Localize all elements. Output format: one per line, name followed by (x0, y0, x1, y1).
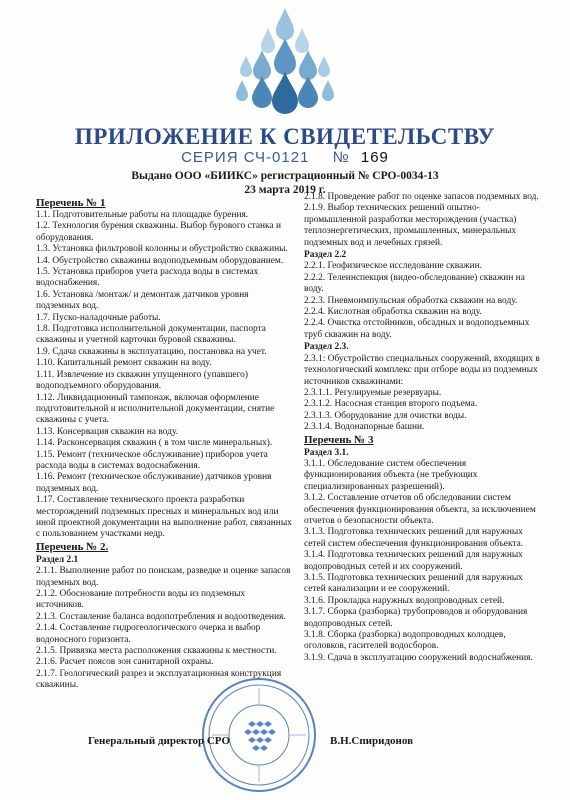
list-item: 3.1.4. Подготовка технических решений для наружных водопроводных сетей и их сооружений. (304, 550, 523, 572)
section-2-2-title: Раздел 2.2 (304, 250, 347, 261)
list-item: 3.1.3. Подготовка технических решений для наружных сетей систем обеспечения функционирования объекта. (304, 527, 524, 549)
list-item: 3.1.8. Сборка (разборка) водопроводных колодцев, оголовков, гасителей водосборов. (304, 630, 506, 652)
list-item: 3.1.9. Сдача в эксплуатацию сооружений водоснабжения. (304, 652, 533, 663)
list-item: 1.8. Подготовка исполнительной документации, паспорта скважины и учетной карточки буровой скважины. (36, 324, 266, 346)
list-item: 2.3.1.3. Оборудование для очистки воды. (304, 410, 467, 421)
list-item: 1.12. Ликвидационный тампонаж, включая оформление подготовительной и исполнительной документации, снятие скважины с учета. (36, 392, 275, 426)
document-title: ПРИЛОЖЕНИЕ К СВИДЕТЕЛЬСТВУ (74, 124, 496, 149)
water-drops-logo-icon (232, 6, 338, 118)
section-3-1-title: Раздел 3.1. (304, 447, 349, 458)
signature-role: Генеральный директор СРО (88, 735, 231, 747)
list-item: 2.2.4. Кислотная обработка скважин на воду. (304, 307, 482, 318)
list-item: 2.1.9. Выбор технических решений опытно-промышленной разработки месторождения (участка) теплоэнергетических, промышленных, минеральных подземных вод и лечебных грязей. (304, 203, 517, 248)
section-2-1-title: Раздел 2.1 (36, 554, 79, 565)
list-item: 3.1.6. Прокладка наружных водопроводных сетей. (304, 595, 505, 606)
list-item: 1.6. Установка /монтаж/ и демонтаж датчиков уровня подземных вод. (36, 289, 249, 312)
left-column (36, 197, 292, 692)
right-column (304, 192, 540, 664)
list-item: 1.17. Составление технического проекта разработки месторождений подземных пресных и минеральных вод или иной проектной документации на выполнение работ, связанных с пользованием участками недр. (36, 495, 292, 540)
list-item: 2.1.8. Проведение работ по оценке запасов подземных вод. (304, 192, 539, 202)
number-sign: № (332, 149, 350, 166)
list-item: 1.4. Обустройство скважины водоподъемным оборудованием. (36, 255, 284, 266)
signature-name: В.Н.Спиридонов (330, 735, 414, 747)
list-item: 1.16. Ремонт (техническое обслуживание) датчиков уровня подземных вод. (36, 472, 272, 494)
list-item: 2.2.2. Телеинспекция (видео-обследование) скважин на воду. (304, 272, 525, 295)
list-item: 2.1.1. Выполнение работ по поискам, разведке и оценке запасов подземных вод. (36, 566, 291, 588)
list-item: 1.5. Установка приборов учета расхода воды в системах водоснабжения. (36, 267, 259, 289)
list-item: 2.1.2. Обоснование потребности воды из подземных источников. (36, 589, 246, 611)
list-item: 3.1.2. Составление отчетов об обследовании систем обеспечения функционирования объекта, за исключением отчетов о безопасности объекта. (304, 493, 536, 526)
list-item: 1.15. Ремонт (техническое обслуживание) приборов учета расхода воды в системах водоснабжения. (36, 449, 268, 471)
list-item: 2.2.4. Очистка отстойников, обсадных и водоподъемных труб скважин на воду. (304, 318, 530, 340)
list-item: 2.2.1. Геофизическое исследование скважин. (304, 261, 483, 272)
list-item: 1.2. Технология бурения скважины. Выбор бурового станка и оборудования. (36, 221, 281, 243)
certificate-number: 169 (360, 149, 389, 166)
list-item: 3.1.5. Подготовка технических решений для наружных сетей канализации и ее сооружений. (304, 573, 523, 595)
series-label: СЕРИЯ СЧ-0121 (181, 149, 310, 166)
issue-date: 23 марта 2019 г. (244, 184, 326, 196)
list-item: 3.1.7. Сборка (разборка) трубопроводов и оборудования водопроводных сетей. (304, 607, 528, 629)
list-item: 2.2.3. Пневмоимпульсная обработка скважин на воду. (304, 295, 518, 306)
list-item: 1.3. Установка фильтровой колонны и обустройство скважины. (36, 244, 288, 255)
signature-block (88, 735, 508, 747)
list-item: 2.3.1.4. Водонапорные башни. (304, 422, 425, 433)
list-item: 1.9. Сдача скважины в эксплуатацию, постановка на учет. (36, 346, 267, 357)
list-item: 2.1.5. Привязка места расположения скважины к местности. (36, 646, 277, 657)
list-item: 1.14. Расконсервация скважин ( в том числе минеральных). (36, 438, 273, 449)
section-2-3-title: Раздел 2.3. (304, 342, 349, 353)
list-item: 3.1.1. Обследование систем обеспечения функционирования объекта (не требующих специализированных разрешений). (304, 458, 478, 492)
list-item: 1.11. Извлечение из скважин упущенного (упавшего) водоподъемного оборудования. (36, 369, 248, 392)
list-item: 1.7. Пуско-наладочные работы. (36, 312, 161, 323)
list-item: 2.3.1.1. Регулируемые резервуары. (304, 387, 442, 398)
list-3-title: Перечень № 3 (304, 433, 374, 446)
list-item: 2.1.6. Расчет поясов зон санитарной охраны. (36, 657, 214, 668)
list-item: 2.1.7. Геологический разрез и эксплуатационная конструкция скважины. (36, 668, 282, 691)
list-item: 2.1.4. Составление гидрогеологического очерка и выбор водоносного горизонта. (36, 623, 261, 645)
list-1-title: Перечень № 1 (36, 197, 106, 209)
list-2-title: Перечень № 2. (36, 540, 109, 553)
issued-to: Выдано ООО «БИИКС» регистрационный № СРО-0034-13 (131, 170, 439, 182)
list-item: 1.1. Подготовительные работы на площадке бурения. (36, 210, 249, 220)
list-item: 2.3.1: Обустройство специальных сооружений, входящих в технологический комплекс при отборе воды из подземных источников скважинами: (304, 353, 540, 387)
series-line (0, 149, 570, 166)
list-item: 1.10. Капитальный ремонт скважин на воду. (36, 358, 212, 369)
list-item: 2.1.3. Составление баланса водопотребления и водоотведения. (36, 611, 286, 622)
list-item: 2.3.1.2. Насосная станция второго подъема. (304, 399, 478, 410)
list-item: 1.13. Консервация скважин на воду. (36, 426, 179, 437)
